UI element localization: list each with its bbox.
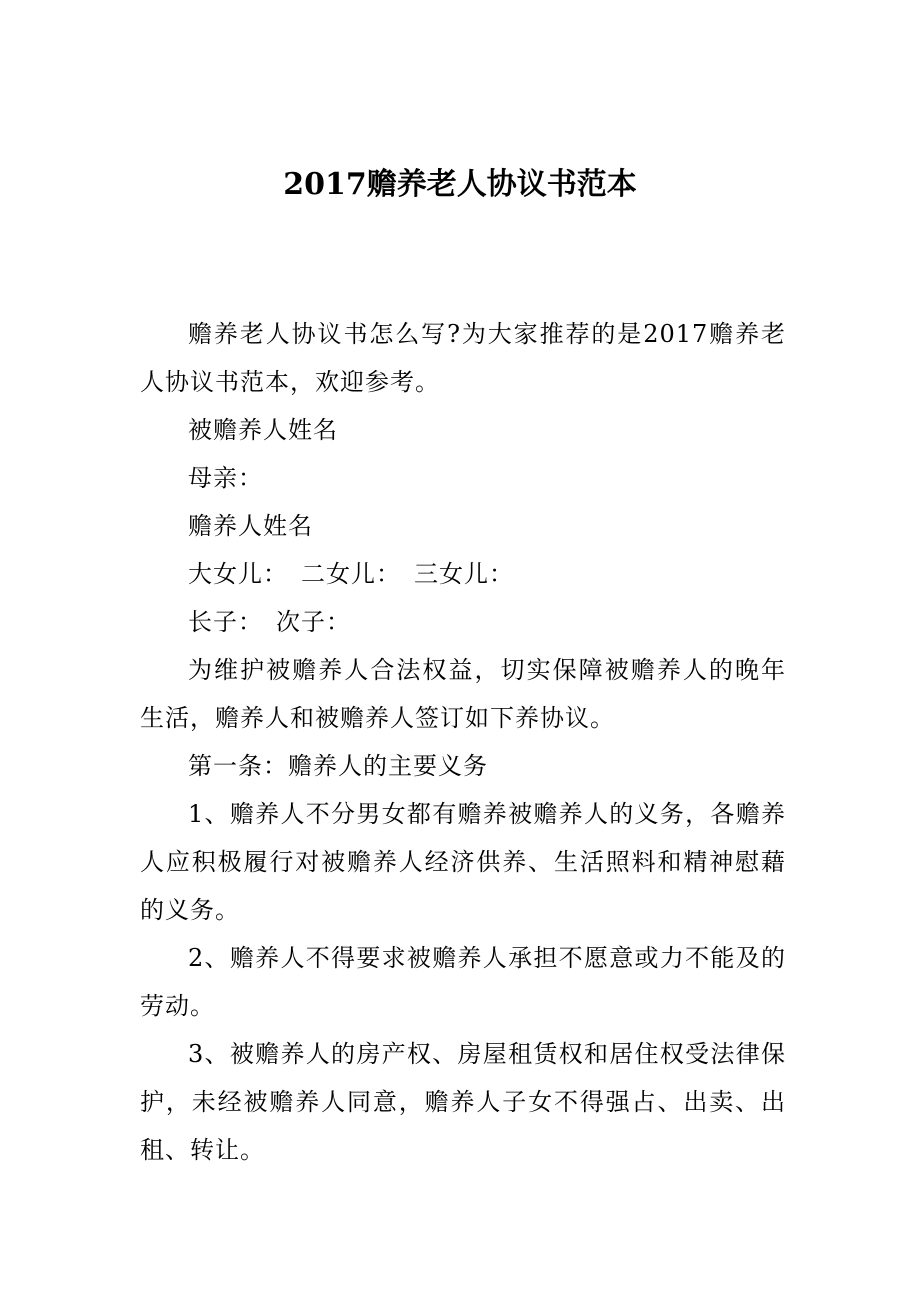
paragraph-article-one: 第一条：赡养人的主要义务 — [188, 752, 488, 780]
paragraph-daughters: 大女儿： 二女儿： 三女儿： — [188, 560, 514, 588]
paragraph-intro: 赡养老人协议书怎么写?为大家推荐的是2017赡养老人协议书范本，欢迎参考。 — [140, 320, 786, 396]
document-body — [140, 310, 786, 1174]
paragraph-mother: 母亲： — [188, 464, 263, 492]
paragraph-clause-3: 3、被赡养人的房产权、房屋租赁权和居住权受法律保护，未经被赡养人同意，赡养人子女不得强占、出卖、出租、转让。 — [140, 1040, 786, 1164]
paragraph-clause-1: 1、赡养人不分男女都有赡养被赡养人的义务，各赡养人应积极履行对被赡养人经济供养、生活照料和精神慰藉的义务。 — [140, 800, 786, 924]
document-title: 2017赡养老人协议书范本 — [283, 167, 637, 202]
paragraph-clause-2: 2、赡养人不得要求被赡养人承担不愿意或力不能及的劳动。 — [140, 944, 786, 1020]
paragraph-supporter-name-label: 赡养人姓名 — [188, 512, 313, 540]
paragraph-purpose: 为维护被赡养人合法权益，切实保障被赡养人的晚年生活，赡养人和被赡养人签订如下养协议。 — [140, 656, 786, 732]
paragraph-sons: 长子： 次子： — [188, 608, 351, 636]
paragraph-supported-name-label: 被赡养人姓名 — [188, 416, 338, 444]
